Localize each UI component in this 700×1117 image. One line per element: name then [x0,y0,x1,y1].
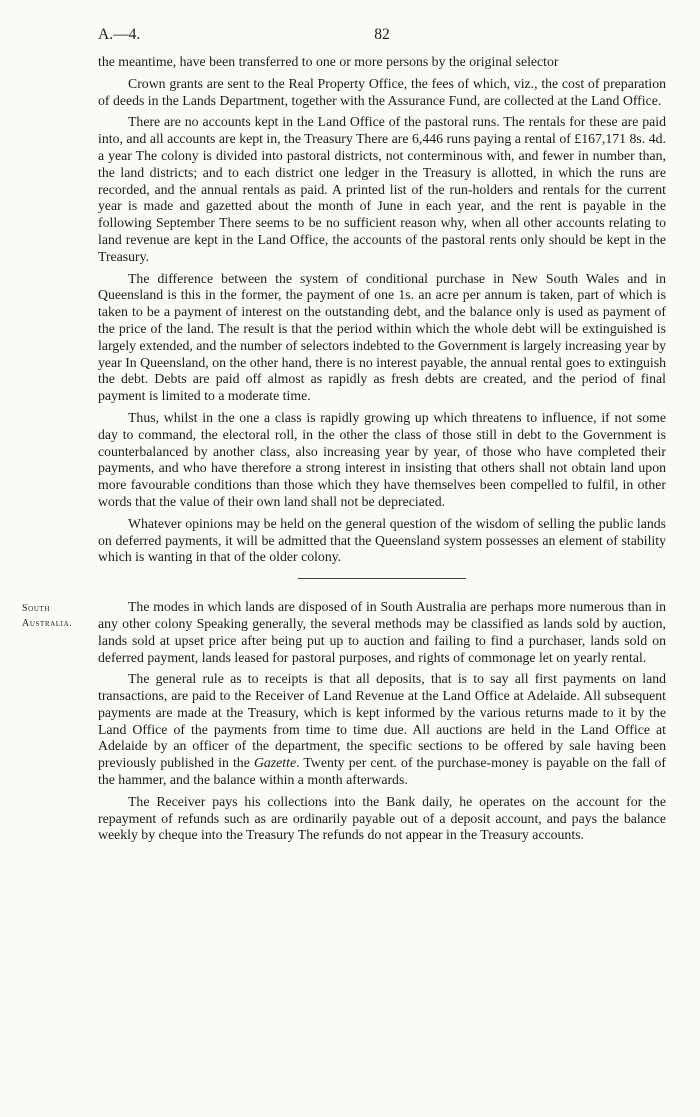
paragraph-deferred-payments: Whatever opinions may be held on the general question of the wisdom of selling the public lands on deferred payments, it will be admitted that the Queensland system possesses an element of stability which is wanting in that of the older colony. [98,515,666,565]
paragraph-modes-of-disposal: The modes in which lands are disposed of in South Australia are perhaps more numerous than in any other colony Speaking generally, the several methods may be classified as lands sold by auction, lands sold at upset price after being put up to auction and failing to find a purchaser, lands sold on deferred payment, lands leased for pastoral purposes, and rights of commonage let on yearly rental. [98,599,666,665]
body-text [22,54,666,849]
paragraph-pastoral-runs: There are no accounts kept in the Land Office of the pastoral runs. The rentals for these are paid into, and all accounts are kept in, the Treasury There are 6,446 runs paying a rental of £167,171 8s. 4d. a year The colony is divided into pastoral districts, not conterminous with, and fewer in number than, the land districts; and to each district one ledger in the Treasury is allotted, in which the runs are recorded, and the annual rentals as paid. A printed list of the run-holders and rentals for the current year is made and gazetted about the month of June in each year, and the rent is payable in the following September There seems to be no sufficient reason why, when all other accounts relating to land revenue are kept in the Land Office, the accounts of the pastoral rents only should be kept in the Treasury. [98,114,666,264]
paragraph-electoral-roll: Thus, whilst in the one a class is rapidly growing up which threatens to influence, if not some day to command, the electoral roll, in the other the class of those still in debt to the Government is counterbalanced by another class, also increasing year by year, of those who have completed their payments, and who have therefore a strong interest in insisting that others shall not obtain land upon more favourable conditions than those which they have themselves been compelled to fulfil, in other words that the value of their own land shall not be depreciated. [98,409,666,509]
page-header [98,26,666,46]
paragraph-continuation: the meantime, have been transferred to one or more persons by the original selector [98,54,559,69]
paragraph-conditional-purchase: The difference between the system of conditional purchase in New South Wales and in Queensland is this in the former, the payment of one 1s. an acre per annum is taken, part of which is taken to be a payment of interest on the outstanding debt, and the balance only is used as payment of the price of the land. The result is that the period within which the whole debt will be extinguished is largely extended, and the number of selectors indebted to the Government is largely increasing year by year In Queensland, on the other hand, there is no interest payable, the annual rental goes to extinguish the debt. Debts are paid off almost as rapidly as fresh debts are created, and the period of final payment is limited to a moderate time. [98,270,666,404]
text-run: The general rule as to receipts is that all deposits, that is to say all first payments on land transactions, are paid to the Receiver of Land Revenue at the Land Office at Adelaide. All subsequent payments are made at the Treasury, which is kept informed by the various returns made to it by the Land Office of the payments from time to time due. All auctions are held in the Land Office at Adelaide by an officer of the department, the specific sections to be offered by sale having been previously published in the [98,671,666,771]
gazette-title: Gazette [253,755,297,771]
section-south-australia [22,599,666,844]
paragraph-crown-grants: Crown grants are sent to the Real Property Office, the fees of which, viz., the cost of preparation of deeds in the Lands Department, together with the Assurance Fund, are collected at the Land Office. [98,75,666,108]
document-reference: A.—4. [98,26,141,43]
paragraph-receipts [98,671,666,789]
margin-note [22,601,94,631]
paragraph-receiver: The Receiver pays his collections into the Bank daily, he operates on the account for the repayment of refunds such as are ordinarily payable out of a deposit account, and pays the balance weekly by cheque into the Treasury The refunds do not appear in the Treasury accounts. [98,793,666,843]
page-number: 82 [374,26,390,43]
text-run: . Twenty per cent. of the purchase-money is payable on the fall of the hammer, and the balance within a month afterwards. [98,755,666,788]
margin-note-line: Australia. [22,618,73,630]
section-divider [298,578,466,579]
margin-note-line: South [22,603,51,615]
